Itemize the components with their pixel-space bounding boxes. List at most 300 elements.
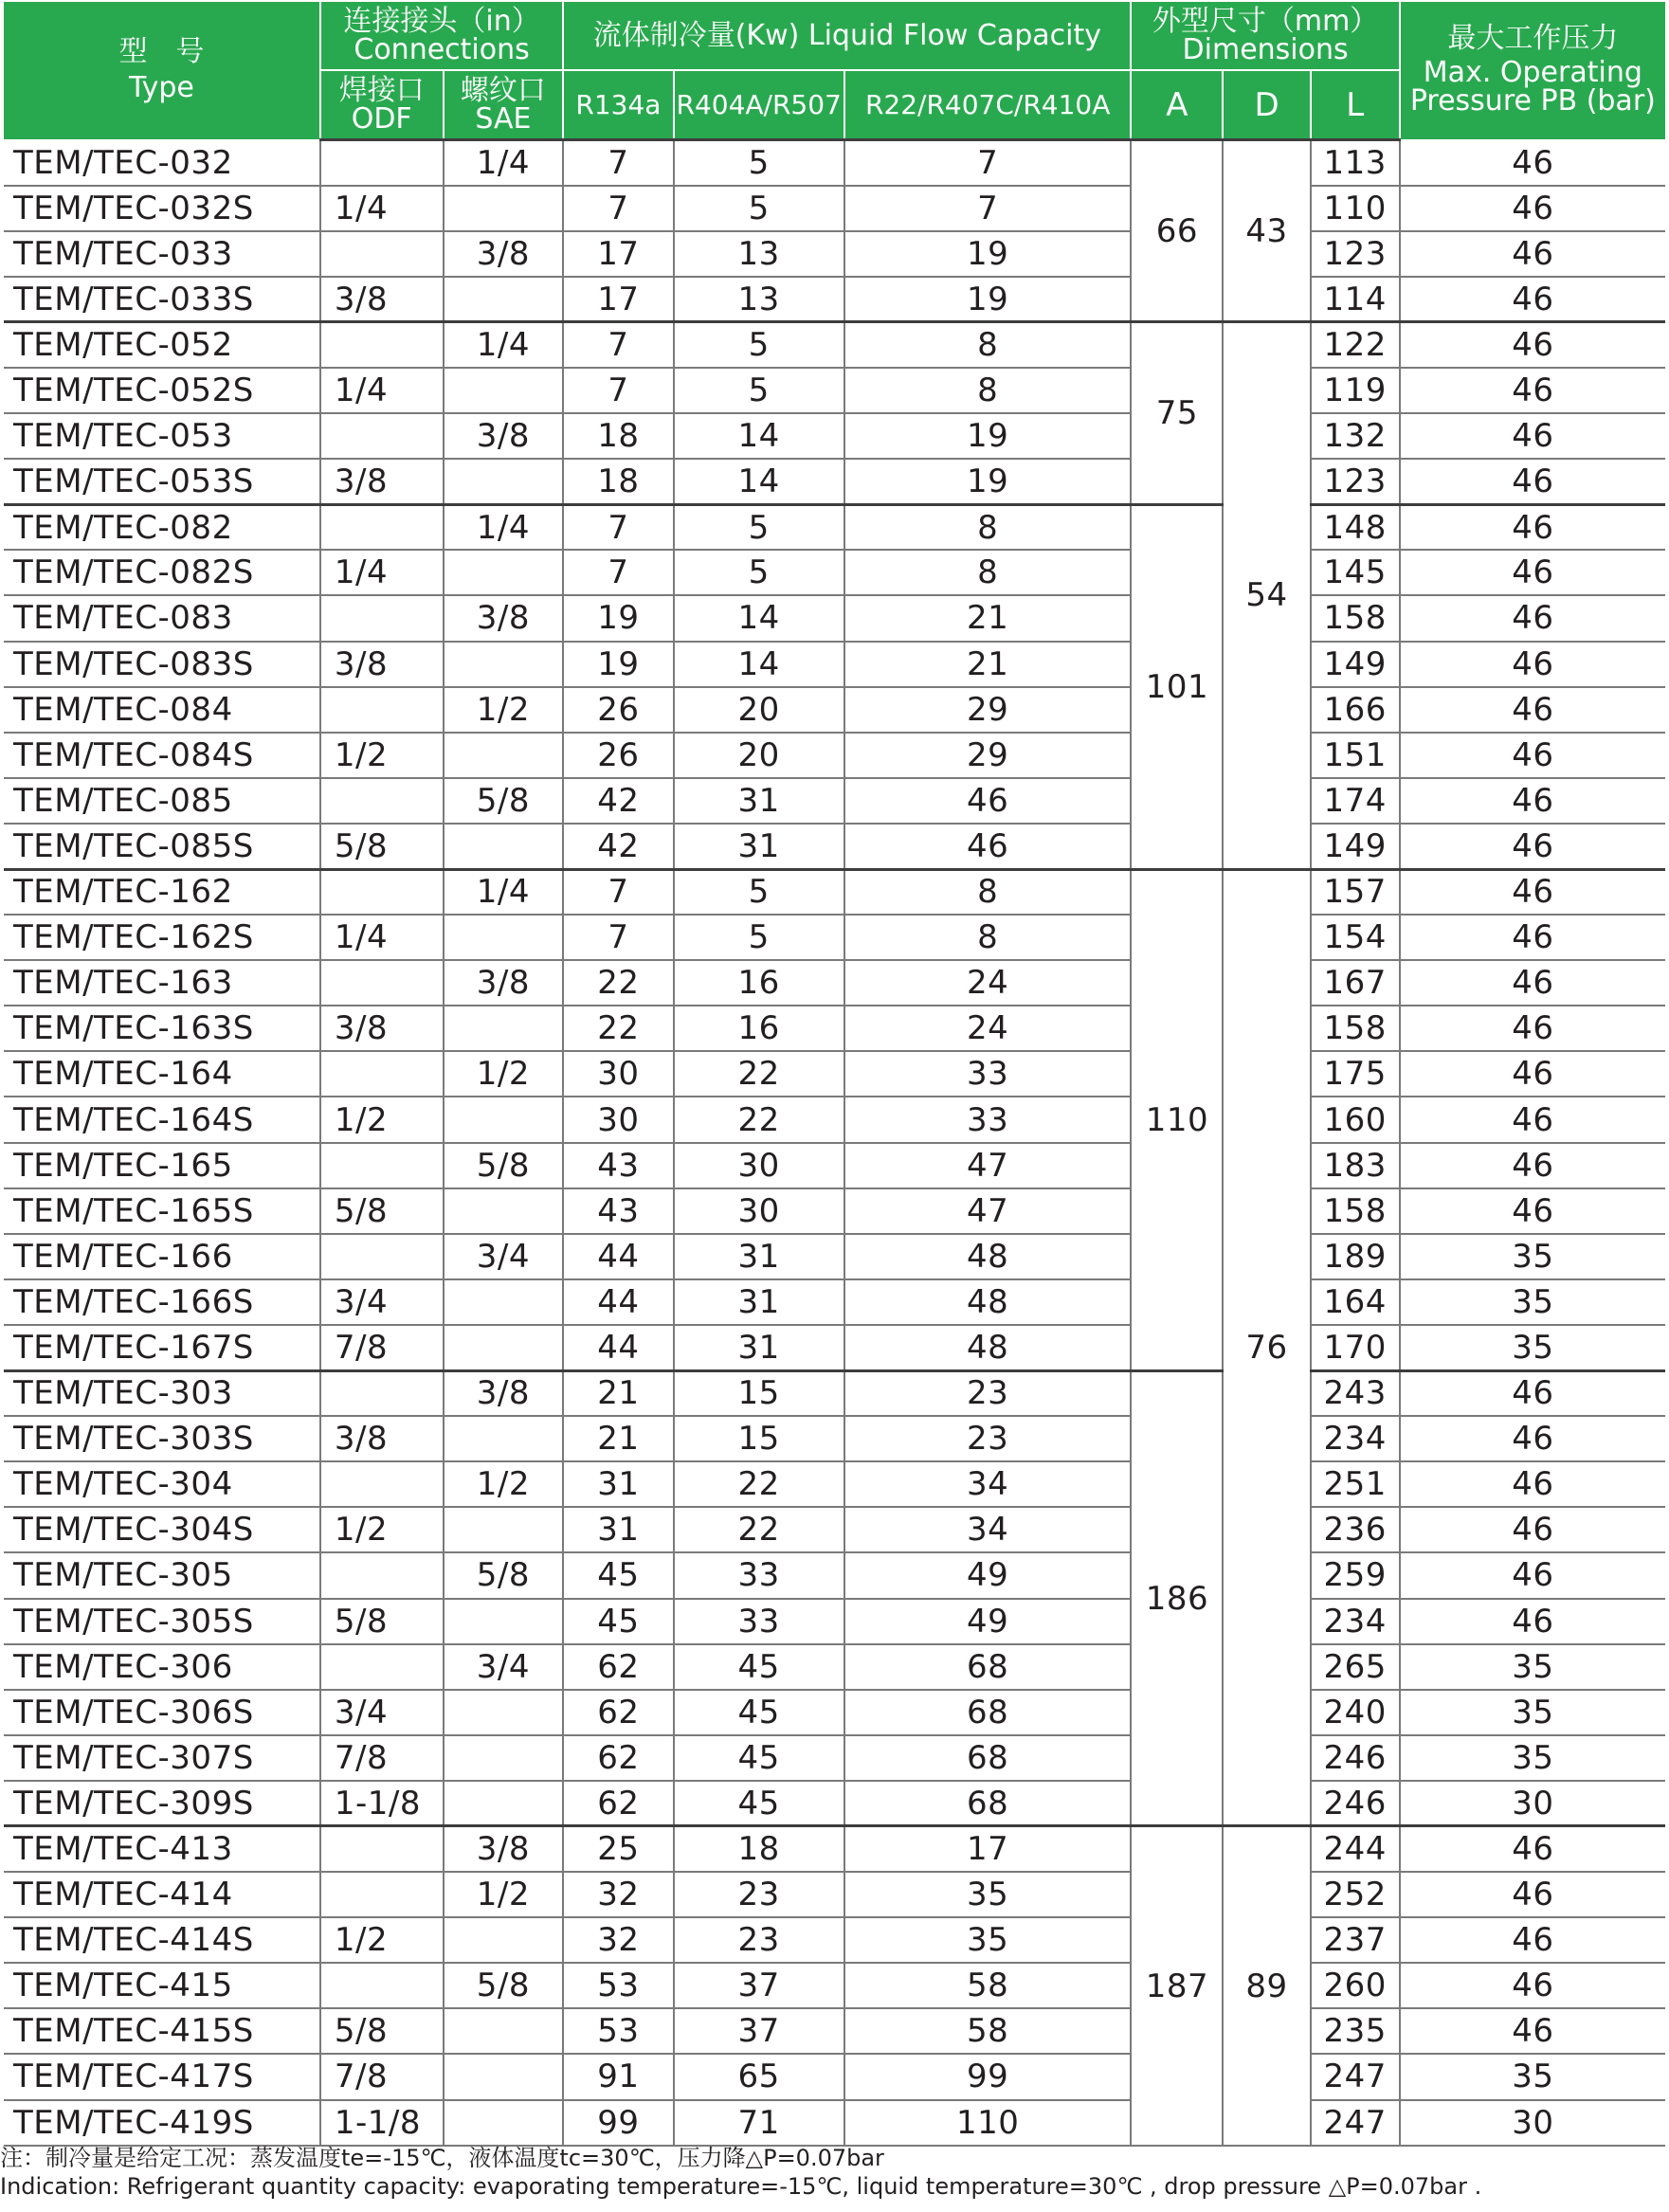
- header-capacity: [563, 2, 1131, 70]
- cell-r404a: 30: [674, 1188, 844, 1234]
- cell-r134a: 18: [563, 413, 673, 459]
- cell-dim-l: 243: [1311, 1370, 1400, 1416]
- cell-odf: 7/8: [320, 1325, 444, 1370]
- cell-dim-a: 75: [1131, 322, 1223, 504]
- cell-r22: 23: [844, 1370, 1132, 1416]
- cell-r22: 7: [844, 186, 1132, 231]
- cell-sae: [444, 2054, 564, 2099]
- cell-dim-l: 148: [1311, 504, 1400, 550]
- cell-odf: [320, 231, 444, 277]
- cell-r404a: 5: [674, 368, 844, 413]
- cell-r22: 58: [844, 2008, 1132, 2054]
- cell-type: TEM/TEC-053S: [4, 459, 320, 504]
- cell-sae: [444, 1006, 564, 1051]
- cell-sae: [444, 1781, 564, 1826]
- cell-type: TEM/TEC-164: [4, 1051, 320, 1097]
- cell-r404a: 14: [674, 595, 844, 641]
- header-odf: [320, 70, 444, 140]
- cell-odf: 7/8: [320, 2054, 444, 2099]
- cell-type: TEM/TEC-304S: [4, 1507, 320, 1552]
- cell-r404a: 33: [674, 1552, 844, 1598]
- cell-type: TEM/TEC-419S: [4, 2100, 320, 2146]
- table-row: [4, 368, 1665, 413]
- cell-sae: [444, 2008, 564, 2054]
- cell-pressure: 46: [1400, 1461, 1665, 1507]
- cell-type: TEM/TEC-163: [4, 960, 320, 1006]
- cell-r404a: 15: [674, 1416, 844, 1461]
- cell-type: TEM/TEC-082: [4, 504, 320, 550]
- cell-odf: 1/2: [320, 1097, 444, 1142]
- cell-r134a: 7: [563, 504, 673, 550]
- cell-r134a: 26: [563, 733, 673, 778]
- header-dim-a: A: [1131, 70, 1223, 140]
- table-row: [4, 1552, 1665, 1598]
- cell-dim-l: 158: [1311, 1188, 1400, 1234]
- cell-r22: 17: [844, 1826, 1132, 1872]
- note-en: Indication: Refrigerant quantity capacity: evaporating temperature=-15℃, liquid temperature=30℃ , drop pressure △P=0.07bar .: [0, 2173, 1482, 2200]
- cell-dim-l: 189: [1311, 1234, 1400, 1279]
- cell-sae: [444, 733, 564, 778]
- cell-dim-l: 123: [1311, 231, 1400, 277]
- cell-sae: 1/4: [444, 140, 564, 186]
- cell-dim-a: 66: [1131, 140, 1223, 322]
- cell-dim-l: 166: [1311, 687, 1400, 733]
- cell-pressure: 46: [1400, 1051, 1665, 1097]
- table-row: [4, 733, 1665, 778]
- cell-r404a: 22: [674, 1507, 844, 1552]
- cell-dim-a: 110: [1131, 869, 1223, 1370]
- cell-dim-l: 252: [1311, 1872, 1400, 1917]
- cell-r22: 8: [844, 869, 1132, 915]
- cell-r134a: 17: [563, 231, 673, 277]
- cell-r134a: 7: [563, 140, 673, 186]
- header-sae-en: SAE: [475, 101, 532, 136]
- cell-odf: [320, 687, 444, 733]
- table-row: [4, 2054, 1665, 2099]
- cell-pressure: 30: [1400, 2100, 1665, 2146]
- spec-table-body: [4, 140, 1665, 2146]
- table-row: [4, 2008, 1665, 2054]
- cell-r404a: 31: [674, 1279, 844, 1325]
- cell-odf: [320, 1872, 444, 1917]
- cell-r22: 49: [844, 1552, 1132, 1598]
- cell-r404a: 37: [674, 2008, 844, 2054]
- cell-odf: [320, 778, 444, 824]
- cell-dim-l: 235: [1311, 2008, 1400, 2054]
- cell-pressure: 35: [1400, 2054, 1665, 2099]
- cell-r134a: 42: [563, 778, 673, 824]
- cell-r134a: 45: [563, 1552, 673, 1598]
- cell-odf: 1/4: [320, 550, 444, 595]
- table-row: [4, 1051, 1665, 1097]
- cell-dim-l: 247: [1311, 2054, 1400, 2099]
- table-row: [4, 1097, 1665, 1142]
- cell-dim-l: 132: [1311, 413, 1400, 459]
- cell-odf: [320, 1370, 444, 1416]
- cell-sae: 1/2: [444, 1461, 564, 1507]
- table-row: [4, 1143, 1665, 1188]
- cell-r134a: 18: [563, 459, 673, 504]
- cell-type: TEM/TEC-083: [4, 595, 320, 641]
- cell-r134a: 19: [563, 595, 673, 641]
- cell-r404a: 45: [674, 1690, 844, 1735]
- cell-sae: 3/8: [444, 595, 564, 641]
- table-row: [4, 642, 1665, 687]
- cell-pressure: 46: [1400, 733, 1665, 778]
- table-row: [4, 1507, 1665, 1552]
- cell-sae: 3/8: [444, 1370, 564, 1416]
- cell-r134a: 22: [563, 960, 673, 1006]
- table-row: [4, 1370, 1665, 1416]
- cell-dim-l: 234: [1311, 1416, 1400, 1461]
- cell-r404a: 13: [674, 231, 844, 277]
- cell-r22: 19: [844, 231, 1132, 277]
- cell-sae: [444, 186, 564, 231]
- cell-sae: [444, 1735, 564, 1781]
- header-odf-en: ODF: [351, 101, 412, 136]
- cell-r404a: 18: [674, 1826, 844, 1872]
- cell-type: TEM/TEC-032: [4, 140, 320, 186]
- cell-sae: [444, 1917, 564, 1963]
- cell-type: TEM/TEC-085: [4, 778, 320, 824]
- cell-r22: 23: [844, 1416, 1132, 1461]
- cell-r22: 29: [844, 687, 1132, 733]
- cell-pressure: 46: [1400, 322, 1665, 368]
- cell-type: TEM/TEC-033S: [4, 277, 320, 322]
- cell-pressure: 35: [1400, 1325, 1665, 1370]
- cell-odf: 3/4: [320, 1690, 444, 1735]
- cell-r22: 49: [844, 1599, 1132, 1644]
- cell-dim-a: 186: [1131, 1370, 1223, 1826]
- cell-pressure: 46: [1400, 915, 1665, 960]
- cell-r134a: 7: [563, 550, 673, 595]
- header-type-cn: 型 号: [118, 35, 205, 69]
- cell-odf: [320, 1644, 444, 1690]
- header-sae: [444, 70, 564, 140]
- cell-type: TEM/TEC-164S: [4, 1097, 320, 1142]
- cell-pressure: 46: [1400, 504, 1665, 550]
- cell-r404a: 31: [674, 1234, 844, 1279]
- cell-r22: 8: [844, 915, 1132, 960]
- cell-odf: [320, 1461, 444, 1507]
- cell-r22: 110: [844, 2100, 1132, 2146]
- cell-odf: [320, 413, 444, 459]
- cell-odf: [320, 322, 444, 368]
- cell-pressure: 46: [1400, 277, 1665, 322]
- cell-odf: [320, 1143, 444, 1188]
- cell-r404a: 31: [674, 778, 844, 824]
- cell-r404a: 5: [674, 869, 844, 915]
- cell-odf: 1/4: [320, 915, 444, 960]
- cell-odf: 1/4: [320, 368, 444, 413]
- cell-r134a: 44: [563, 1325, 673, 1370]
- cell-sae: 1/2: [444, 687, 564, 733]
- table-row: [4, 1917, 1665, 1963]
- cell-r22: 8: [844, 504, 1132, 550]
- cell-sae: 5/8: [444, 1963, 564, 2008]
- table-row: [4, 322, 1665, 368]
- cell-pressure: 46: [1400, 595, 1665, 641]
- table-row: [4, 1781, 1665, 1826]
- cell-odf: 1/2: [320, 1507, 444, 1552]
- cell-r134a: 30: [563, 1097, 673, 1142]
- cell-odf: 3/4: [320, 1279, 444, 1325]
- cell-r404a: 33: [674, 1599, 844, 1644]
- cell-dim-d: 43: [1223, 140, 1310, 322]
- cell-sae: [444, 1599, 564, 1644]
- cell-r22: 68: [844, 1781, 1132, 1826]
- spec-table: [4, 2, 1665, 2147]
- header-connections-en: Connections: [354, 32, 530, 66]
- cell-odf: 1-1/8: [320, 1781, 444, 1826]
- cell-r22: 48: [844, 1234, 1132, 1279]
- cell-r404a: 14: [674, 413, 844, 459]
- cell-r404a: 31: [674, 824, 844, 869]
- cell-type: TEM/TEC-415: [4, 1963, 320, 2008]
- table-row: [4, 1416, 1665, 1461]
- table-row: [4, 140, 1665, 186]
- header-pressure-en-2: Pressure PB (bar): [1409, 84, 1656, 118]
- cell-sae: [444, 915, 564, 960]
- cell-sae: 5/8: [444, 1143, 564, 1188]
- cell-r404a: 5: [674, 504, 844, 550]
- cell-pressure: 46: [1400, 413, 1665, 459]
- note-cn: 注：制冷量是给定工况：蒸发温度te=-15℃，液体温度tc=30℃，压力降△P=0.07bar: [0, 2145, 884, 2171]
- cell-pressure: 46: [1400, 1370, 1665, 1416]
- cell-type: TEM/TEC-163S: [4, 1006, 320, 1051]
- cell-dim-a: 101: [1131, 504, 1223, 869]
- cell-odf: [320, 1826, 444, 1872]
- cell-odf: [320, 960, 444, 1006]
- cell-sae: 3/4: [444, 1234, 564, 1279]
- cell-r404a: 15: [674, 1370, 844, 1416]
- cell-pressure: 46: [1400, 960, 1665, 1006]
- cell-type: TEM/TEC-304: [4, 1461, 320, 1507]
- cell-pressure: 46: [1400, 642, 1665, 687]
- table-row: [4, 1735, 1665, 1781]
- cell-r134a: 32: [563, 1872, 673, 1917]
- cell-dim-l: 164: [1311, 1279, 1400, 1325]
- table-row: [4, 504, 1665, 550]
- cell-r22: 48: [844, 1325, 1132, 1370]
- cell-type: TEM/TEC-306: [4, 1644, 320, 1690]
- cell-sae: 5/8: [444, 778, 564, 824]
- cell-type: TEM/TEC-306S: [4, 1690, 320, 1735]
- cell-dim-l: 170: [1311, 1325, 1400, 1370]
- cell-r22: 58: [844, 1963, 1132, 2008]
- cell-r134a: 7: [563, 915, 673, 960]
- cell-type: TEM/TEC-305: [4, 1552, 320, 1598]
- cell-pressure: 46: [1400, 2008, 1665, 2054]
- cell-type: TEM/TEC-162: [4, 869, 320, 915]
- table-row: [4, 186, 1665, 231]
- header-pressure-cn: 最大工作压力: [1447, 22, 1619, 56]
- cell-type: TEM/TEC-303S: [4, 1416, 320, 1461]
- cell-r134a: 99: [563, 2100, 673, 2146]
- header-pressure-en-1: Max. Operating: [1423, 56, 1642, 90]
- cell-r134a: 7: [563, 368, 673, 413]
- cell-r134a: 7: [563, 869, 673, 915]
- table-row: [4, 1690, 1665, 1735]
- cell-r134a: 45: [563, 1599, 673, 1644]
- table-row: [4, 1325, 1665, 1370]
- cell-r22: 48: [844, 1279, 1132, 1325]
- header-ref-r134a: R134a: [563, 70, 673, 140]
- cell-r22: 8: [844, 322, 1132, 368]
- cell-dim-l: 167: [1311, 960, 1400, 1006]
- cell-pressure: 46: [1400, 1872, 1665, 1917]
- cell-pressure: 46: [1400, 1826, 1665, 1872]
- cell-sae: 1/4: [444, 869, 564, 915]
- cell-type: TEM/TEC-162S: [4, 915, 320, 960]
- cell-r404a: 22: [674, 1097, 844, 1142]
- cell-dim-l: 114: [1311, 277, 1400, 322]
- cell-odf: 5/8: [320, 824, 444, 869]
- cell-r134a: 44: [563, 1279, 673, 1325]
- cell-r22: 19: [844, 277, 1132, 322]
- cell-type: TEM/TEC-053: [4, 413, 320, 459]
- cell-sae: [444, 2100, 564, 2146]
- cell-r134a: 7: [563, 186, 673, 231]
- cell-dim-l: 183: [1311, 1143, 1400, 1188]
- cell-pressure: 46: [1400, 1963, 1665, 2008]
- cell-type: TEM/TEC-033: [4, 231, 320, 277]
- cell-r22: 34: [844, 1461, 1132, 1507]
- cell-r134a: 62: [563, 1781, 673, 1826]
- cell-pressure: 46: [1400, 368, 1665, 413]
- cell-odf: 5/8: [320, 2008, 444, 2054]
- cell-dim-l: 158: [1311, 595, 1400, 641]
- cell-r134a: 32: [563, 1917, 673, 1963]
- cell-dim-d: 89: [1223, 1826, 1310, 2146]
- cell-r22: 21: [844, 642, 1132, 687]
- cell-sae: 3/8: [444, 231, 564, 277]
- cell-type: TEM/TEC-303: [4, 1370, 320, 1416]
- cell-dim-l: 149: [1311, 642, 1400, 687]
- cell-r404a: 5: [674, 915, 844, 960]
- cell-r134a: 53: [563, 1963, 673, 2008]
- cell-odf: [320, 1552, 444, 1598]
- cell-r404a: 16: [674, 1006, 844, 1051]
- cell-r22: 47: [844, 1188, 1132, 1234]
- cell-dim-l: 234: [1311, 1599, 1400, 1644]
- cell-sae: [444, 824, 564, 869]
- cell-odf: [320, 140, 444, 186]
- cell-r22: 68: [844, 1735, 1132, 1781]
- footnotes: [0, 2144, 1669, 2201]
- cell-r22: 35: [844, 1872, 1132, 1917]
- cell-type: TEM/TEC-166: [4, 1234, 320, 1279]
- cell-sae: [444, 277, 564, 322]
- cell-r22: 7: [844, 140, 1132, 186]
- cell-r22: 68: [844, 1644, 1132, 1690]
- cell-dim-l: 110: [1311, 186, 1400, 231]
- cell-pressure: 46: [1400, 687, 1665, 733]
- cell-sae: [444, 459, 564, 504]
- table-row: [4, 1006, 1665, 1051]
- cell-r404a: 45: [674, 1781, 844, 1826]
- cell-r404a: 5: [674, 186, 844, 231]
- cell-dim-l: 265: [1311, 1644, 1400, 1690]
- header-odf-cn: 焊接口: [338, 73, 425, 107]
- cell-type: TEM/TEC-414: [4, 1872, 320, 1917]
- cell-r404a: 23: [674, 1872, 844, 1917]
- cell-type: TEM/TEC-307S: [4, 1735, 320, 1781]
- cell-r134a: 17: [563, 277, 673, 322]
- cell-dim-l: 158: [1311, 1006, 1400, 1051]
- cell-pressure: 46: [1400, 824, 1665, 869]
- cell-dim-l: 154: [1311, 915, 1400, 960]
- cell-type: TEM/TEC-085S: [4, 824, 320, 869]
- cell-type: TEM/TEC-166S: [4, 1279, 320, 1325]
- cell-r404a: 23: [674, 1917, 844, 1963]
- cell-dim-l: 175: [1311, 1051, 1400, 1097]
- cell-r404a: 14: [674, 459, 844, 504]
- cell-r22: 46: [844, 824, 1132, 869]
- table-row: [4, 595, 1665, 641]
- cell-type: TEM/TEC-084S: [4, 733, 320, 778]
- cell-sae: [444, 1097, 564, 1142]
- cell-type: TEM/TEC-165S: [4, 1188, 320, 1234]
- table-row: [4, 687, 1665, 733]
- cell-odf: 1/2: [320, 1917, 444, 1963]
- cell-odf: 3/8: [320, 1006, 444, 1051]
- cell-odf: 3/8: [320, 459, 444, 504]
- cell-pressure: 46: [1400, 1188, 1665, 1234]
- cell-sae: 1/2: [444, 1051, 564, 1097]
- cell-odf: 5/8: [320, 1188, 444, 1234]
- cell-r404a: 22: [674, 1051, 844, 1097]
- cell-r134a: 43: [563, 1188, 673, 1234]
- cell-r404a: 31: [674, 1325, 844, 1370]
- cell-pressure: 30: [1400, 1781, 1665, 1826]
- cell-dim-l: 259: [1311, 1552, 1400, 1598]
- cell-pressure: 46: [1400, 778, 1665, 824]
- cell-r22: 34: [844, 1507, 1132, 1552]
- cell-sae: 3/4: [444, 1644, 564, 1690]
- cell-r404a: 30: [674, 1143, 844, 1188]
- cell-odf: 3/8: [320, 277, 444, 322]
- table-row: [4, 1963, 1665, 2008]
- cell-r22: 24: [844, 1006, 1132, 1051]
- cell-pressure: 35: [1400, 1735, 1665, 1781]
- cell-odf: [320, 1963, 444, 2008]
- header-dimensions: [1131, 2, 1399, 70]
- cell-dim-l: 251: [1311, 1461, 1400, 1507]
- cell-r404a: 20: [674, 687, 844, 733]
- header-dimensions-en: Dimensions: [1182, 32, 1349, 66]
- table-row: [4, 2100, 1665, 2146]
- cell-pressure: 35: [1400, 1690, 1665, 1735]
- cell-odf: [320, 595, 444, 641]
- cell-r134a: 91: [563, 2054, 673, 2099]
- cell-r404a: 13: [674, 277, 844, 322]
- table-row: [4, 413, 1665, 459]
- cell-sae: [444, 1325, 564, 1370]
- cell-odf: 1-1/8: [320, 2100, 444, 2146]
- cell-dim-l: 119: [1311, 368, 1400, 413]
- header-capacity-title: 流体制冷量(Kw) Liquid Flow Capacity: [592, 18, 1102, 52]
- cell-r22: 68: [844, 1690, 1132, 1735]
- cell-r134a: 19: [563, 642, 673, 687]
- cell-type: TEM/TEC-413: [4, 1826, 320, 1872]
- table-row: [4, 869, 1665, 915]
- cell-pressure: 35: [1400, 1279, 1665, 1325]
- cell-r134a: 21: [563, 1416, 673, 1461]
- cell-r134a: 44: [563, 1234, 673, 1279]
- cell-r134a: 22: [563, 1006, 673, 1051]
- cell-r22: 99: [844, 2054, 1132, 2099]
